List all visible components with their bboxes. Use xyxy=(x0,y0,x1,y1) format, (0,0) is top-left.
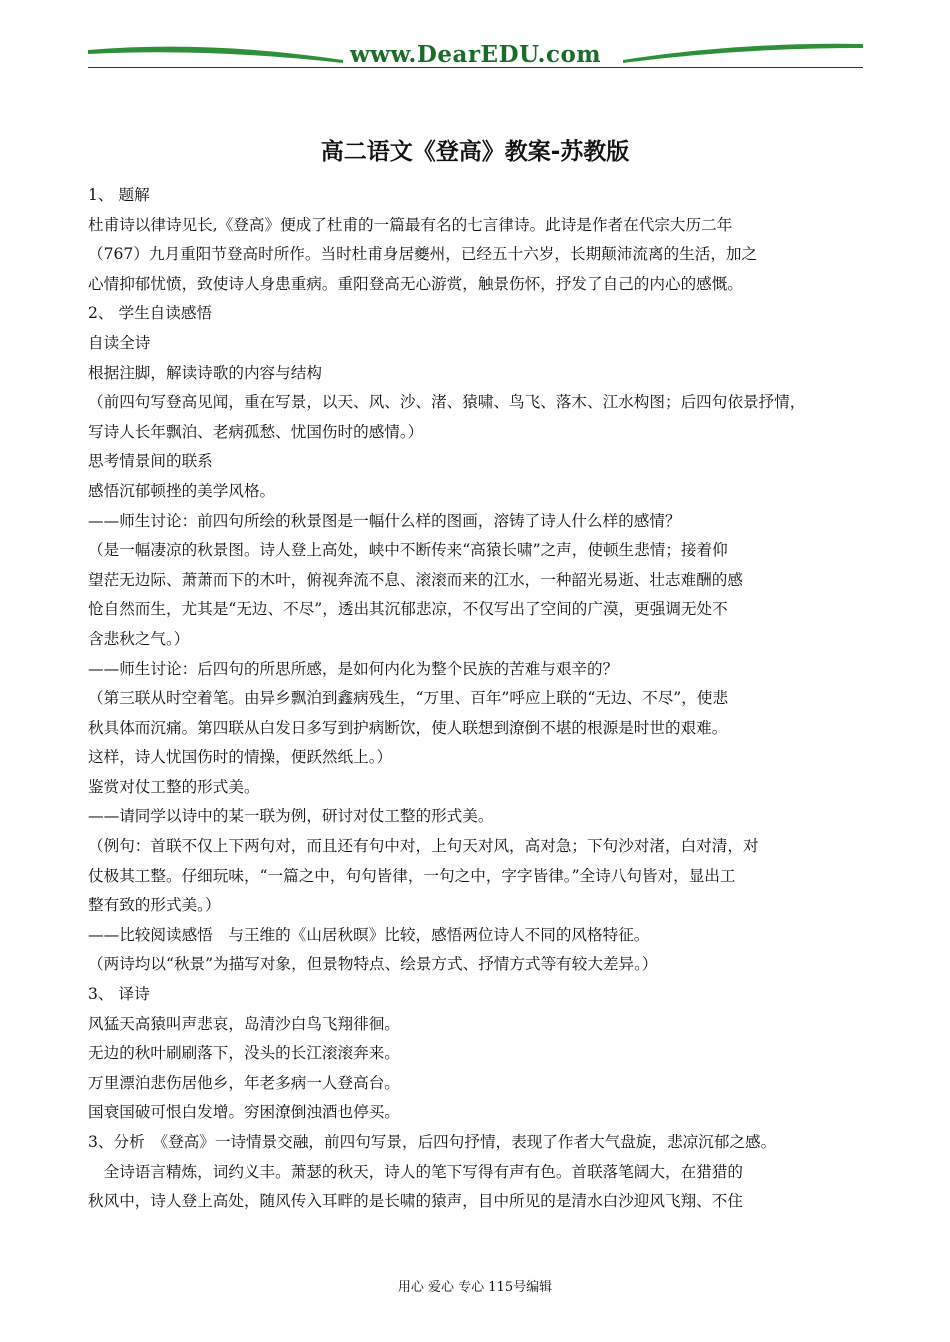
text-line: 杜甫诗以律诗见长,《登高》便成了杜甫的一篇最有名的七言律诗。此诗是作者在代宗大历二年 xyxy=(88,215,733,234)
text-line: 秋风中，诗人登上高处，随风传入耳畔的是长啸的猿声，目中所见的是清水白沙迎风飞翔、不住 xyxy=(88,1192,743,1211)
text-line: （例句：首联不仅上下两句对，而且还有句中对，上句天对风，高对急；下句沙对渚，白对清，对 xyxy=(88,837,759,856)
text-line: 风猛天高猿叫声悲哀，岛清沙白鸟飞翔徘徊。 xyxy=(88,1014,400,1033)
text-line: 秋具体而沉痛。第四联从白发日多写到护病断饮，使人联想到潦倒不堪的根源是时世的艰难。 xyxy=(88,718,728,737)
text-line: 写诗人长年飘泊、老病孤愁、忧国伤时的感情。） xyxy=(88,422,424,441)
text-line: 国衰国破可恨白发增。穷困潦倒浊酒也停买。 xyxy=(88,1103,400,1122)
text-line: 鉴赏对仗工整的形式美。 xyxy=(88,777,260,796)
text-line: 3、分析 《登高》一诗情景交融，前四句写景，后四句抒情，表现了作者大气盘旋，悲凉沉郁之感。 xyxy=(88,1133,777,1151)
text-line: 思考情景间的联系 xyxy=(88,452,213,471)
text-line: ——请同学以诗中的某一联为例，研讨对仗工整的形式美。 xyxy=(88,807,494,826)
text-line: （是一幅凄凉的秋景图。诗人登上高处，峡中不断传来“高猿长啸”之声，使顿生悲情；接着仰 xyxy=(88,541,728,560)
text-line: 无边的秋叶刷刷落下，没头的长江滚滚奔来。 xyxy=(88,1044,400,1063)
document-body xyxy=(88,181,874,1217)
text-line: （前四句写登高见闻，重在写景，以天、风、沙、渚、猿啸、鸟飞、落木、江水构图；后四句依景抒情， xyxy=(88,393,806,412)
text-line: ——师生讨论：前四句所绘的秋景图是一幅什么样的图画，溶铸了诗人什么样的感情？ xyxy=(88,511,681,530)
text-line: （767）九月重阳节登高时所作。当时杜甫身居夔州，已经五十六岁，长期颠沛流离的生活，加之 xyxy=(88,245,758,264)
text-line: 全诗语言精炼，词约义丰。萧瑟的秋天，诗人的笔下写得有声有色。首联落笔阔大，在猎猎的 xyxy=(88,1162,743,1181)
text-line: 感悟沉郁顿挫的美学风格。 xyxy=(88,481,276,500)
text-line: （第三联从时空着笔。由异乡飘泊到鑫病残生，“万里、百年”呼应上联的“无边、不尽”，使悲 xyxy=(88,689,729,708)
text-line: 含悲秋之气。） xyxy=(88,629,190,648)
text-line: 2、 学生自读感悟 xyxy=(88,304,213,323)
text-line: 望茫无边际、萧萧而下的木叶，俯视奔流不息、滚滚而来的江水，一种韶光易逝、壮志难酬的感 xyxy=(88,570,743,589)
text-line: 1、 题解 xyxy=(88,186,150,204)
text-line: 这样，诗人忧国伤时的情操，便跃然纸上。） xyxy=(88,748,393,767)
text-line: 3、 译诗 xyxy=(88,985,150,1004)
text-line: 怆自然而生，尤其是“无边、不尽”，透出其沉郁悲凉，不仅写出了空间的广漠，更强调无处不 xyxy=(88,600,728,619)
site-logo: www.DearEDU.com xyxy=(349,41,602,68)
text-line: 自读全诗 xyxy=(88,333,151,352)
text-line: ——比较阅读感悟 与王维的《山居秋暝》比较，感悟两位诗人不同的风格特征。 xyxy=(88,925,650,944)
text-line: 整有致的形式美。） xyxy=(88,896,221,915)
text-line: 心情抑郁忧愤，致使诗人身患重病。重阳登高无心游赏，触景伤怀，抒发了自己的内心的感慨。 xyxy=(88,274,743,293)
text-line: 万里漂泊悲伤居他乡，年老多病一人登高台。 xyxy=(88,1073,400,1092)
text-line: 根据注脚，解读诗歌的内容与结构 xyxy=(88,363,322,382)
text-line: ——师生讨论：后四句的所思所感，是如何内化为整个民族的苦难与艰辛的？ xyxy=(88,659,619,678)
text-line: 仗极其工整。仔细玩味，“一篇之中，句句皆律，一句之中，字字皆律。”全诗八句皆对，显出工 xyxy=(88,866,736,885)
page-title: 高二语文《登高》教案-苏教版 xyxy=(320,139,630,165)
page-footer: 用心 爱心 专心 115号编辑 xyxy=(397,1280,553,1295)
text-line: （两诗均以“秋景”为描写对象，但景物特点、绘景方式、抒情方式等有较大差异。） xyxy=(88,955,658,974)
header-rule xyxy=(88,67,863,68)
